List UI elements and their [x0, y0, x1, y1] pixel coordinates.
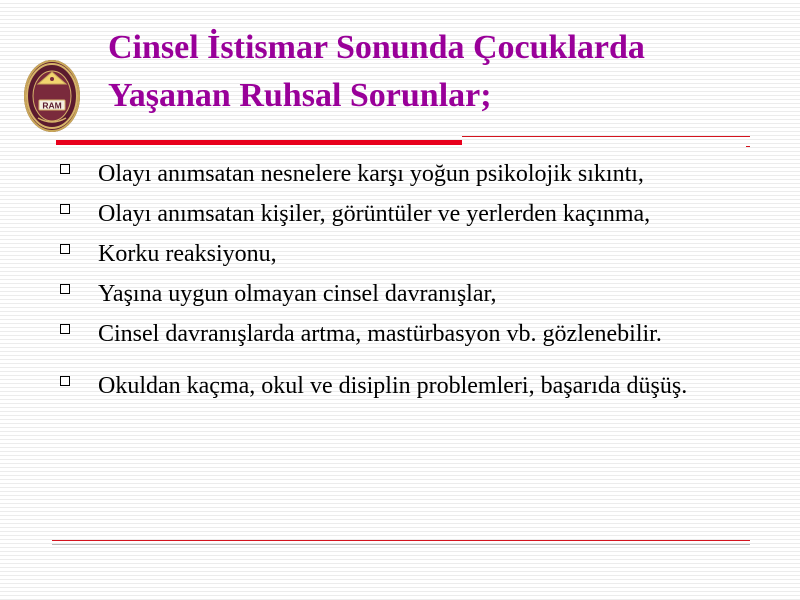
- bullet-item-4: [56, 278, 756, 310]
- bullet-item-2: [56, 198, 756, 230]
- logo-text: RAM: [42, 100, 62, 111]
- title-underline-thin: [462, 136, 750, 137]
- title-underline-thick: [56, 140, 462, 145]
- bullet-item-6: [56, 370, 756, 402]
- ram-emblem-icon: [24, 60, 80, 132]
- title-line-1: Cinsel İstismar Sonunda Çocuklarda: [108, 29, 645, 66]
- bullet-item-5: [56, 318, 756, 350]
- bullet-text-2: Olayı anımsatan kişiler, görüntüler ve yerlerden kaçınma,: [98, 201, 651, 227]
- square-bullet-icon: [60, 376, 70, 386]
- bullet-text-3: Korku reaksiyonu,: [98, 241, 277, 267]
- square-bullet-icon: [60, 244, 70, 254]
- slide-title: [108, 24, 788, 120]
- bullet-item-3: [56, 238, 756, 270]
- footer-rule-red: [52, 540, 750, 541]
- square-bullet-icon: [60, 284, 70, 294]
- bullet-list: [56, 158, 756, 402]
- title-underline-accent: [746, 146, 750, 147]
- bullet-text-4: Yaşına uygun olmayan cinsel davranışlar,: [98, 281, 497, 307]
- bullet-text-5: Cinsel davranışlarda artma, mastürbasyon vb. gözlenebilir.: [98, 321, 662, 347]
- title-line-2: Yaşanan Ruhsal Sorunlar;: [108, 77, 492, 114]
- footer-rule-gray: [52, 544, 750, 545]
- ram-logo: [24, 60, 80, 132]
- bullet-item-1: [56, 158, 756, 190]
- square-bullet-icon: [60, 164, 70, 174]
- square-bullet-icon: [60, 204, 70, 214]
- bullet-text-1: Olayı anımsatan nesnelere karşı yoğun psikolojik sıkıntı,: [98, 161, 644, 187]
- square-bullet-icon: [60, 324, 70, 334]
- bullet-text-6: Okuldan kaçma, okul ve disiplin problemleri, başarıda düşüş.: [98, 373, 688, 399]
